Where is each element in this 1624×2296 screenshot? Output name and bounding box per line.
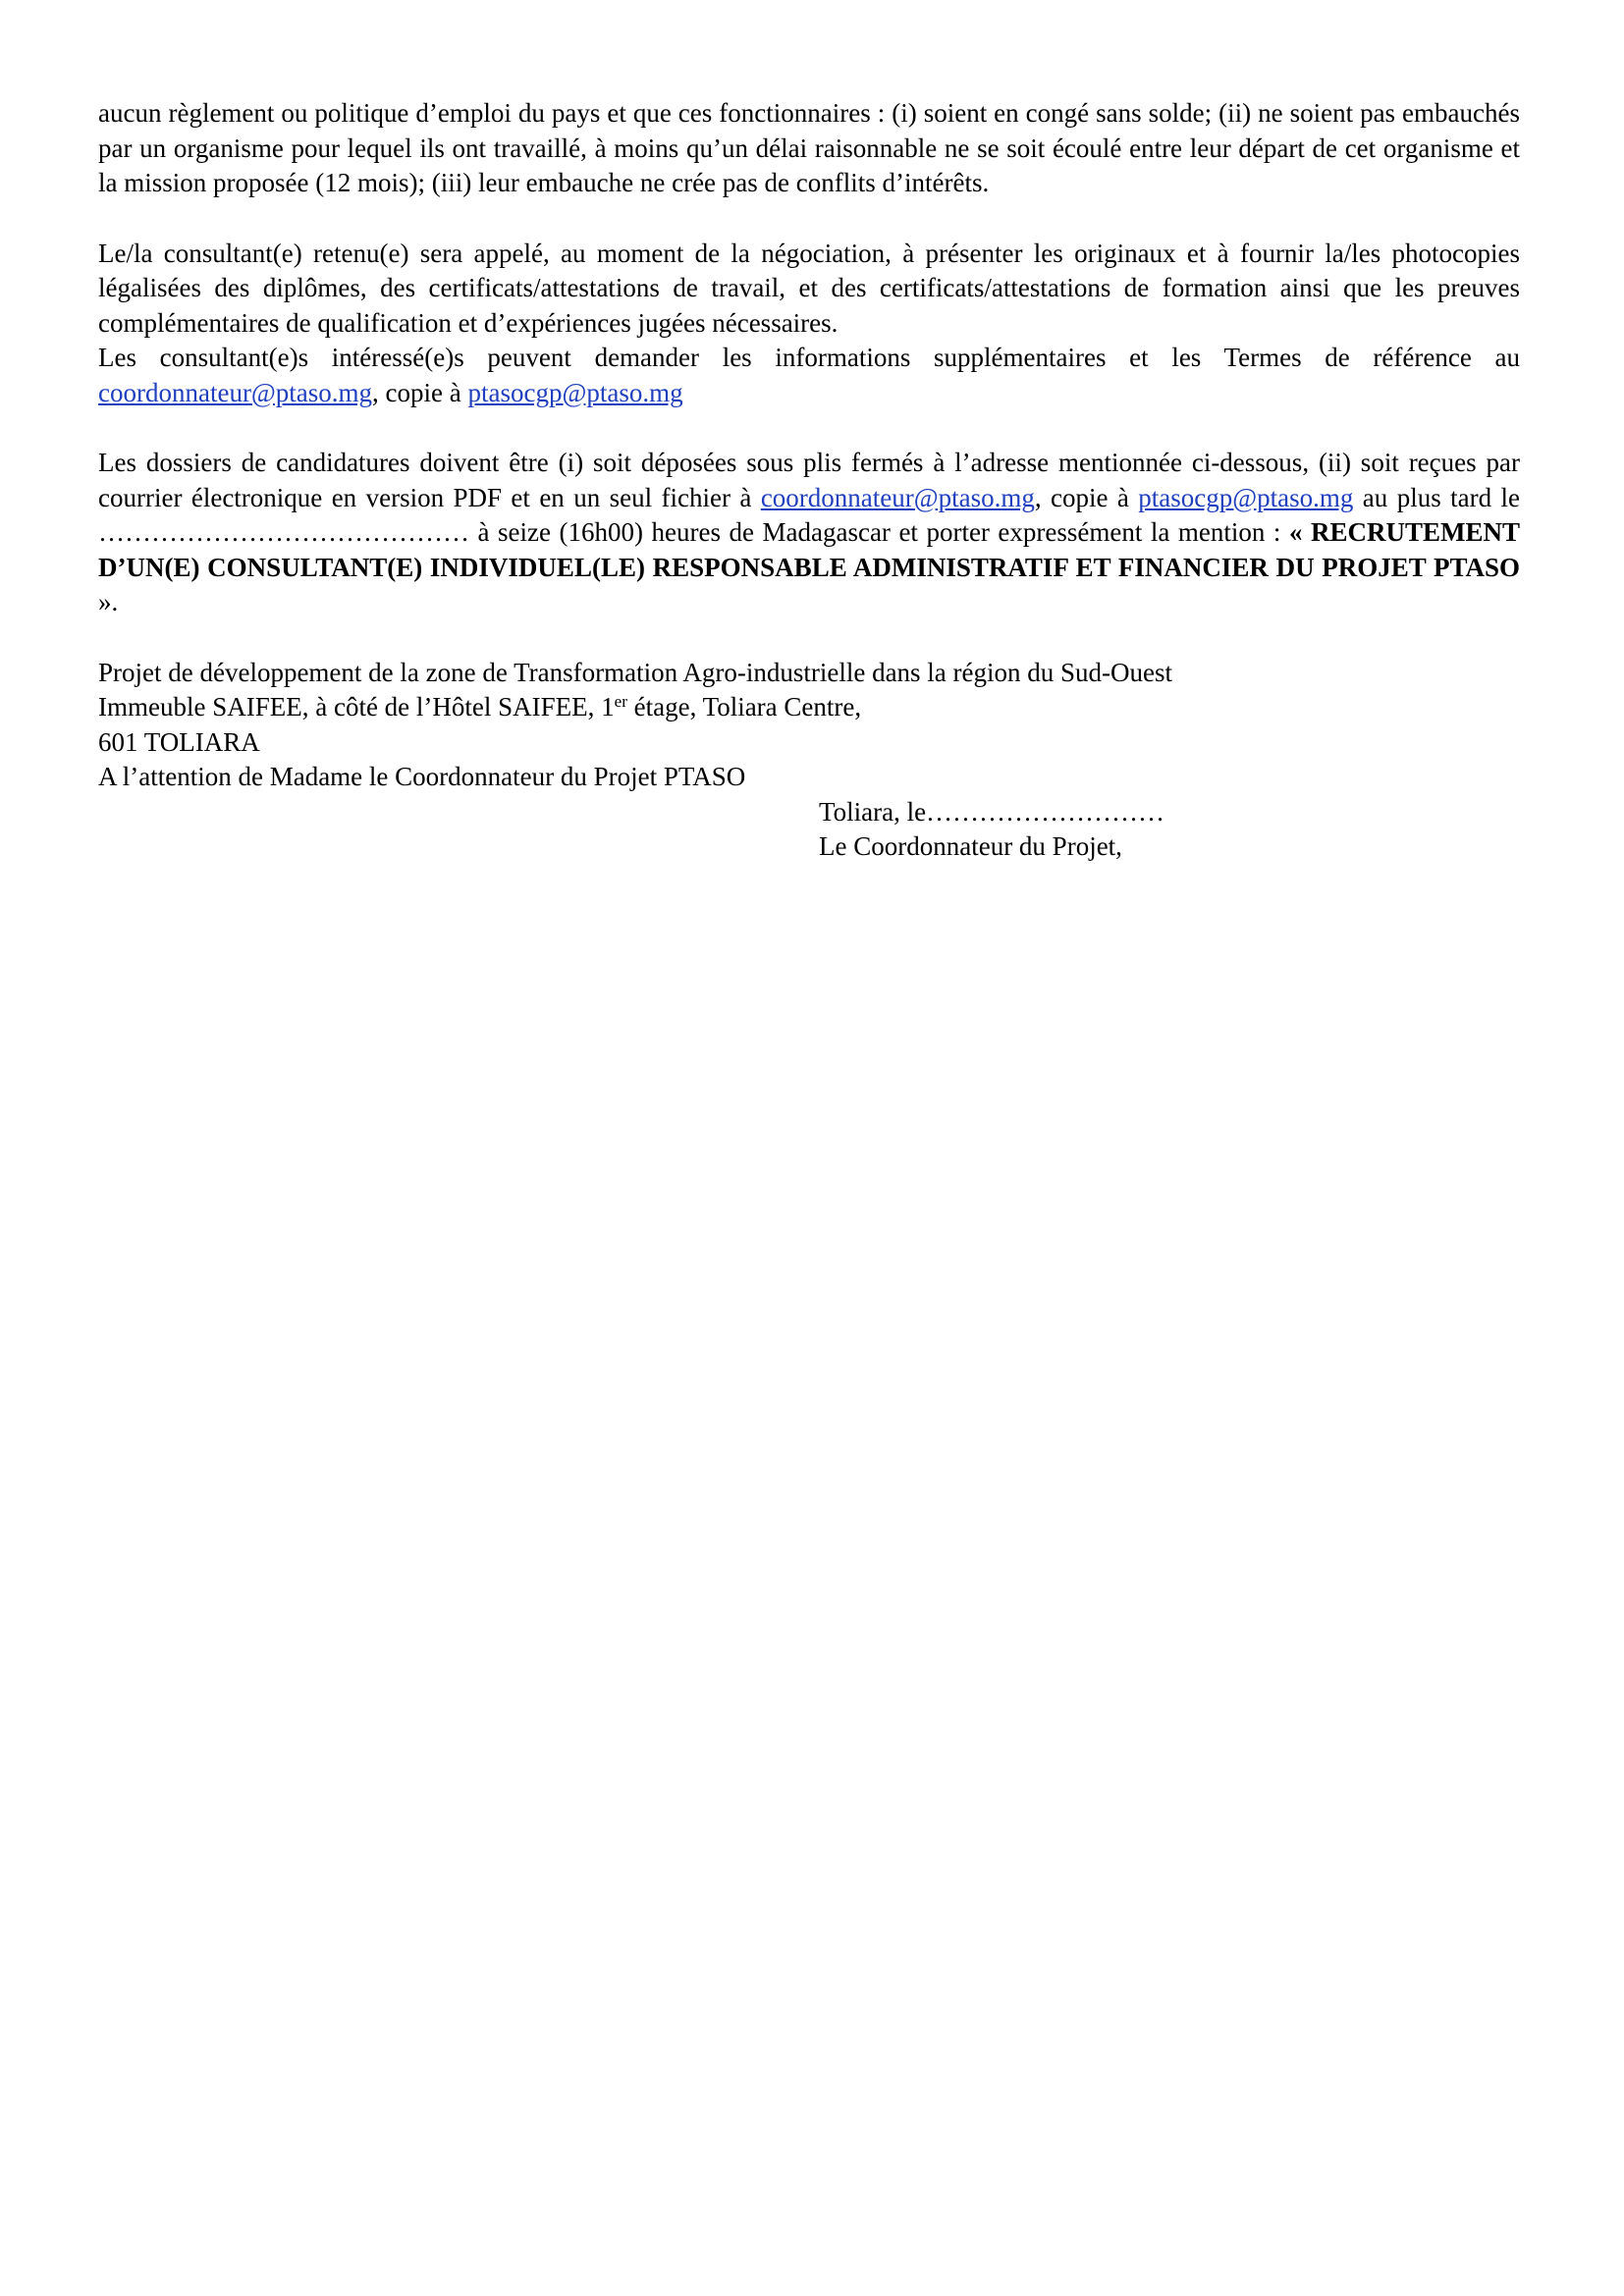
submission-copy-text: , copie à: [1034, 482, 1139, 512]
building-address: [98, 690, 1520, 725]
submission-deadline-text: au plus tard le …………………………………… à seize (16h00) heures de Madagascar et porter expressément la mention :: [98, 482, 1520, 547]
address-block: [98, 656, 1520, 795]
submission-coordonnateur-email-link[interactable]: coordonnateur@ptaso.mg: [760, 482, 1035, 512]
recruitment-mention: « RECRUTEMENT D’UN(E) CONSULTANT(E) INDIVIDUEL(LE) RESPONSABLE ADMINISTRATIF ET FINANCIER DU PROJET PTASO: [98, 517, 1520, 582]
coordonnateur-email-link[interactable]: coordonnateur@ptaso.mg: [98, 377, 373, 407]
project-name: Projet de développement de la zone de Transformation Agro-industrielle dans la région du Sud-Ouest: [98, 657, 1173, 687]
ptasocgp-email-link[interactable]: ptasocgp@ptaso.mg: [467, 377, 683, 407]
attention-line: A l’attention de Madame le Coordonnateur du Projet PTASO: [98, 762, 746, 791]
selection-text: Le/la consultant(e) retenu(e) sera appelé, au moment de la négociation, à présenter les originaux et à fournir la/les photocopies légalisées des diplômes, des certificats/attestations de travail, et des certificats/attestations de formation ainsi que les preuves complémentaires de qualification et d’expériences jugées nécessaires.: [98, 238, 1520, 338]
submission-text: Les dossiers de candidatures doivent être (i) soit déposées sous plis fermés à l’adresse mentionnée ci-dessous, (ii) soit reçues par courrier électronique en version PDF et en un seul fichier à: [98, 448, 1520, 512]
eligibility-paragraph: [98, 96, 1520, 201]
floor-superscript: er: [614, 692, 627, 711]
signatory-title: Le Coordonnateur du Projet,: [819, 831, 1122, 861]
building-address-rest: étage, Toliara Centre,: [626, 692, 862, 721]
document-page: [98, 96, 1520, 865]
place-date-line: Toliara, le………………………: [819, 796, 1165, 827]
submission-paragraph: [98, 446, 1520, 620]
signature-block: [819, 795, 1520, 865]
submission-ptasocgp-email-link[interactable]: ptasocgp@ptaso.mg: [1138, 482, 1354, 512]
information-paragraph: [98, 341, 1520, 410]
building-address-text: Immeuble SAIFEE, à côté de l’Hôtel SAIFEE, 1: [98, 692, 615, 721]
selection-paragraph: [98, 237, 1520, 342]
information-text: Les consultant(e)s intéressé(e)s peuvent demander les informations supplémentaires et les Termes de référence au: [98, 343, 1520, 372]
information-copy-text: , copie à: [372, 377, 468, 407]
city-line: 601 TOLIARA: [98, 726, 260, 757]
eligibility-text: aucun règlement ou politique d’emploi du pays et que ces fonctionnaires : (i) soient en congé sans solde; (ii) ne soient pas embauchés par un organisme pour lequel ils ont travaillé, à moins qu’un délai raisonnable ne se soit écoulé entre leur départ de cet organisme et la mission proposée (12 mois); (iii) leur embauche ne crée pas de conflits d’intérêts.: [98, 98, 1520, 197]
submission-closing-text: ».: [98, 587, 119, 616]
